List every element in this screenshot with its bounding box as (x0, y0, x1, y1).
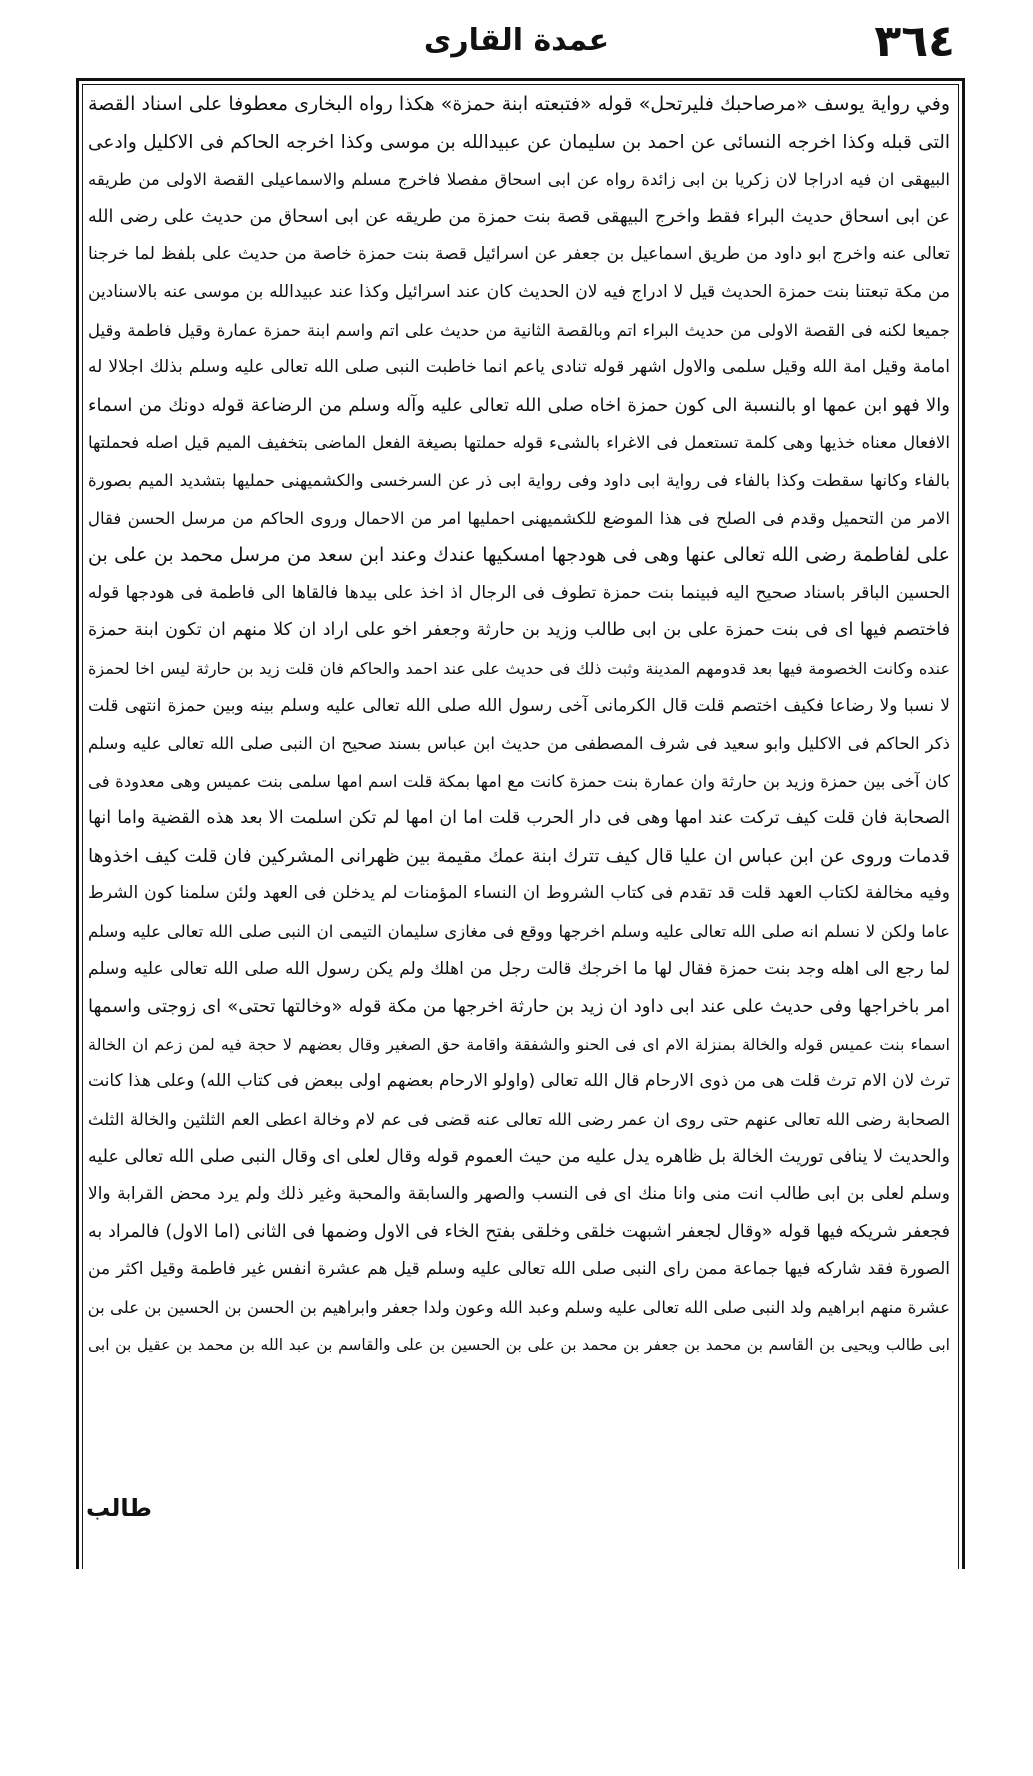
text-line: عشرة منهم ابراهيم ولد النبى صلى الله تعالى عليه وسلم وعبد الله وعون ولدا جعفر وابراهيم بن الحسن بن الحسين بن على بن (88, 1298, 950, 1317)
text-line: تعالى عنه واخرج ابو داود من طريق اسماعيل بن جعفر عن اسرائيل قصة بنت حمزة خاصة من حديث على بلفظ لما خرجنا (88, 244, 950, 265)
text-line: فاختصم فيها اى فى بنت حمزة على بن ابى طالب وزيد بن حارثة وجعفر اخو على اراد ان كلا منهم ان تكون ابنة حمزة (88, 620, 950, 641)
text-line: اسماء بنت عميس قوله والخالة بمنزلة الام اى فى الحنو والشفقة واقامة حق الصغير وقال بعضهم لا حجة فيه لمن زعم ان الخالة (88, 1034, 950, 1054)
text-line: لما رجع الى اهله وجد بنت حمزة فقال لها ما اخرجك قالت رجل من اهلك ولم يكن رسول الله صلى الله تعالى عليه وسلم (88, 958, 950, 979)
text-line: الامر من التحميل وقدم فى الصلح فى هذا الموضع للكشميهنى احمليها امر من الاحمال وروى الحاكم من مرسل الحسن فقال (88, 508, 950, 528)
text-line: التى قبله وكذا اخرجه النسائى عن احمد بن سليمان عن عبيدالله بن موسى وكذا اخرجه الحاكم فى الاكليل وادعى (88, 131, 950, 153)
text-line: ذكر الحاكم فى الاكليل وابو سعيد فى شرف المصطفى من حديث ابن عباس بسند صحيح ان النبى صلى الله تعالى عليه وسلم (88, 734, 950, 754)
text-line: قدمات وروى عن ابن عباس ان عليا قال كيف تترك ابنة عمك مقيمة بين ظهرانى المشركين فان قلت كيف اخذوها (88, 845, 950, 867)
text-line: امامة وقيل امة الله وقيل سلمى والاول اشهر قوله تنادى ياعم انما خاطبت النبى صلى الله تعالى عليه وسلم بذلك اجلالا له (88, 357, 950, 378)
text-line: بالفاء وكانها سقطت وكذا بالفاء فى رواية ابى داود وفى رواية ابى ذر عن السرخسى والكشميهنى حمليها بتشديد الميم بصورة (88, 470, 950, 490)
text-line: جميعا لكنه فى القصة الاولى من حديث البراء اتم وبالقصة الثانية من حديث على اتم واسم ابنة حمزة عمارة وقيل فاطمة وقيل (88, 320, 950, 340)
text-line: والحديث لا ينافى توريث الخالة بل ظاهره يدل عليه من حيث العموم قوله وقال لعلى اى وقال النبى صلى الله تعالى عليه (88, 1146, 950, 1167)
text-line: كان آخى بين حمزة وزيد بن حارثة وان عمارة بنت حمزة كانت مع امها بمكة قلت اسم امها سلمى بنت عميس وهى معدودة فى (88, 771, 950, 791)
text-line: وفي رواية يوسف «مرصاحبك فليرتحل» قوله «فتبعته ابنة حمزة» هكذا رواه البخارى معطوفا على اسناد القصة (88, 93, 950, 115)
text-line: والا فهو ابن عمها او بالنسبة الى كون حمزة اخاه صلى الله تعالى عليه وآله وسلم من الرضاعة قوله دونك من اسماء (88, 394, 950, 416)
text-line: من مكة تبعتنا بنت حمزة الحديث قيل لا ادراج فيه لان الحديث كان عند اسرائيل وكذا عند عبيدالله بن موسى عنه بالاسنادين (88, 281, 950, 302)
text-line: وفيه مخالفة لكتاب العهد قلت قد تقدم فى كتاب الشروط ان النساء المؤمنات لم يدخلن فى العهد ولئن سلمنا كون الشرط (88, 883, 950, 904)
page-number: ٣٦٤ (874, 16, 955, 67)
main-text-block (88, 86, 950, 1776)
text-line: لا نسبا ولا رضاعا فكيف اختصم قلت قال الكرمانى آخى رسول الله صلى الله تعالى عليه وسلم بينه وبين حمزة انتهى قلت (88, 695, 950, 716)
running-title: عمدة القارى (423, 23, 610, 58)
text-line: عاما ولكن لا نسلم انه صلى الله تعالى عليه وسلم اخرجها ووقع فى مغازى سليمان التيمى ان النبى صلى الله تعالى عليه وسلم (88, 922, 950, 942)
catchword: طالب (86, 1494, 153, 1522)
text-line: الصحابة رضى الله تعالى عنهم حتى روى ان عمر رضى الله تعالى عنه قضى فى عم لام وخالة اعطى العم الثلثين والخالة الثلث (88, 1110, 950, 1130)
text-line: البيهقى ان فيه ادراجا لان زكريا بن ابى زائدة رواه عن ابى اسحاق مفصلا فاخرج مسلم والاسماعيلى القصة الاولى من طريقه (88, 170, 950, 190)
text-line: ترث لان الام ترث قلت هى من ذوى الارحام قال الله تعالى (واولو الارحام بعضهم اولى ببعض فى كتاب الله) وعلى هذا كانت (88, 1071, 950, 1092)
text-line: عنده وكانت الخصومة فيها بعد قدومهم المدينة وثبت ذلك فى حديث على عند احمد والحاكم فان قلت زيد بن حارثة ليس اخا لحمزة (88, 658, 950, 678)
text-line: الافعال معناه خذيها وهى كلمة تستعمل فى الاغراء بالشىء قوله حملتها بصيغة الفعل الماضى بتخفيف الميم قيل اصله فحملتها (88, 433, 950, 453)
text-line: وسلم لعلى بن ابى طالب انت منى وانا منك اى فى النسب والصهر والسابقة والمحبة وغير ذلك ولم يرد محض القرابة والا (88, 1184, 950, 1205)
text-line: ابى طالب ويحيى بن القاسم بن محمد بن جعفر بن محمد بن على بن الحسين بن على والقاسم بن عبد الله بن محمد بن عقيل بن ابى (88, 1335, 950, 1354)
text-line: فجعفر شريكه فيها قوله «وقال لجعفر اشبهت خلقى وخلقى بفتح الخاء فى الاول وضمها فى الثانى (اما الاول) فالمراد به (88, 1221, 950, 1242)
text-line: الصحابة فان قلت كيف تركت عند امها وهى فى دار الحرب قلت اما ان امها لم تكن اسلمت الا بعد هذه القضية واما انها (88, 808, 950, 829)
text-line: الحسين الباقر باسناد صحيح اليه فبينما بنت حمزة تطوف فى الرجال اذ اخذ على بيدها فالقاها الى فاطمة فى هودجها قوله (88, 582, 950, 603)
text-line: امر باخراجها وفى حديث على عند ابى داود ان زيد بن حارثة اخرجها من مكة قوله «وخالتها تحتى» اى زوجتى واسمها (88, 996, 950, 1018)
text-line: عن ابى اسحاق حديث البراء فقط واخرج البيهقى قصة بنت حمزة من طريقه عن ابى اسحاق من حديث على رضى الله (88, 206, 950, 227)
text-line: الصورة فقد شاركه فيها جماعة ممن راى النبى صلى الله تعالى عليه وسلم قيل هم عشرة انفس غير فاطمة وقيل اكثر من (88, 1259, 950, 1280)
text-line: على لفاطمة رضى الله تعالى عنها وهى فى هودجها امسكيها عندك وعند ابن سعد من مرسل محمد بن على بن (88, 544, 950, 567)
